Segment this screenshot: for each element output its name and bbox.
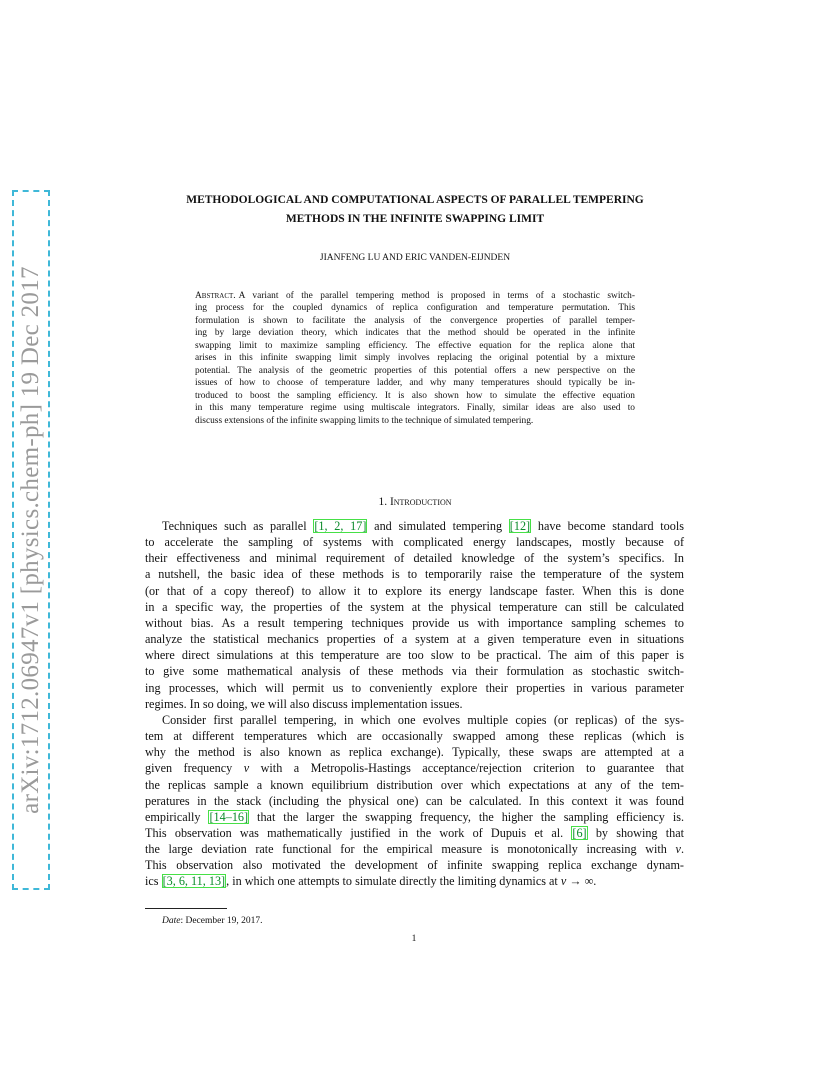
footnote	[162, 916, 263, 926]
body-line	[145, 615, 684, 631]
section-number: 1.	[378, 496, 388, 508]
body-text-run: This observation was mathematically justified in the work of Dupuis et al.	[145, 825, 572, 840]
body-line	[145, 728, 684, 744]
page-number: 1	[411, 934, 417, 944]
body-text-run: tem at different temperatures which are occasionally swapped among these replicas (which is	[145, 729, 684, 744]
abstract-line-text: discuss extensions of the infinite swapping limits to the technique of simulated tempering.	[195, 415, 534, 426]
body-text-run: why the method is also known as replica exchange). Typically, these swaps are attempted at a	[145, 745, 684, 760]
body-line	[145, 760, 684, 776]
authors: JIANFENG LU AND ERIC VANDEN-EIJNDEN	[319, 253, 511, 263]
body-text-run: and simulated tempering	[367, 519, 509, 533]
body-text-run: in a specific way, the properties of the system at the physical temperature can still be calculated	[145, 599, 684, 614]
abstract-line-text: in this many temperature regime using multiscale integrators. Finally, similar ideas are also used to	[195, 403, 635, 414]
paper-title	[140, 191, 690, 229]
abstract-line-text: ing process for the coupled dynamics of replica configuration and temperature permutation. This	[195, 303, 635, 314]
abstract-line-text: swapping limit to maximize sampling efficiency. The effective equation for the replica alone that	[195, 340, 635, 351]
citation-link[interactable]: [14–16]	[209, 809, 249, 824]
body-text-run: empirically	[145, 809, 209, 824]
footnote-rule	[145, 908, 227, 909]
math-symbol: ν	[675, 842, 681, 857]
body-text-run: to give some mathematical analysis of these methods via their formulation as stochastic switch-	[145, 664, 684, 679]
body-line	[145, 744, 684, 760]
abstract-line	[195, 415, 635, 427]
math-symbol: ν	[560, 874, 567, 889]
footnote-label: Date	[162, 916, 181, 926]
body-line	[145, 583, 684, 599]
body-text-run: without bias. As a result tempering techniques provide us with importance sampling schemes to	[145, 615, 684, 630]
body-line	[145, 599, 684, 615]
body-text-run: Techniques such as parallel	[162, 519, 314, 533]
abstract-line-text: arises in this infinite swapping limit simply involves replacing the original potential by a mixture	[195, 353, 635, 364]
body-text-run: have become standard tools	[531, 519, 684, 533]
body-text-run: with a Metropolis-Hastings acceptance/rejection criterion to guarantee that	[249, 761, 684, 776]
body-line	[145, 696, 684, 712]
math-symbol: ν	[243, 761, 250, 776]
abstract-line-text: ing by large deviation theory, which indicates that the method should be operated in the infinite	[195, 328, 635, 339]
body-line	[145, 534, 684, 550]
body-line	[145, 550, 684, 566]
abstract-line-text: issues of how to choose of temperature ladder, and why many temperatures should typically be in-	[195, 378, 635, 389]
body-text-run: .	[680, 842, 684, 857]
citation-link[interactable]: [3, 6, 11, 13]	[162, 874, 226, 889]
body-line	[145, 680, 684, 696]
abstract-line-text: potential. The analysis of the geometric properties of this potential offers a new perspective on the	[195, 365, 635, 376]
body-line	[145, 712, 684, 728]
body-text-run: regimes. In so doing, we will also discuss implementation issues.	[145, 696, 463, 711]
body-text-run: given frequency	[145, 761, 244, 776]
body-text-run: their effectiveness and minimal requirement of detailed knowledge of the system’s specifics. In	[145, 551, 684, 566]
paper-title-line-2: METHODS IN THE INFINITE SWAPPING LIMIT	[285, 213, 545, 225]
body-line	[145, 647, 684, 663]
body-line	[145, 793, 684, 809]
body-line	[145, 777, 684, 793]
abstract-line	[195, 315, 635, 327]
abstract-line	[195, 402, 635, 414]
citation-link[interactable]: [1, 2, 17]	[314, 519, 367, 533]
abstract-line-text: troduced to boost the sampling efficiency. It is also shown how to simulate the effective equation	[195, 390, 635, 401]
body-text-run: analyze the statistical mechanics properties of a system at a given temperature even in situations	[145, 632, 684, 647]
abstract-line	[195, 327, 635, 339]
body-text-run: ing processes, which will permit us to conveniently explore their properties in various parameter	[145, 680, 684, 695]
body-line	[145, 518, 684, 534]
body-text-run: Consider first parallel tempering, in which one evolves multiple copies (or replicas) of the sys-	[162, 712, 684, 727]
paper-title-line-1: METHODOLOGICAL AND COMPUTATIONAL ASPECTS OF PARALLEL TEMPERING	[186, 194, 644, 206]
body-text-run: the large deviation rate functional for the empirical measure is monotonically increasing with	[145, 842, 676, 857]
body-text-run: by showing that	[587, 825, 684, 840]
abstract-line	[195, 352, 635, 364]
body-line	[145, 663, 684, 679]
body-text-run: where direct simulations at this temperature are too slow to be practical. The aim of this paper is	[145, 648, 684, 663]
body-text-run: ics	[145, 874, 162, 889]
body-text-run: (or that of a copy thereof) to allow it to explore its energy landscape faster. When this is done	[145, 583, 684, 598]
arxiv-stamp	[12, 190, 50, 890]
abstract	[195, 290, 635, 427]
abstract-line-text: A variant of the parallel tempering method is proposed in terms of a stochastic switch-	[238, 291, 635, 301]
body-text-run: the replicas sample a known equilibrium distribution over which expectations at any of the tem-	[145, 777, 684, 792]
body-text-run: → ∞.	[566, 874, 597, 889]
abstract-line	[195, 340, 635, 352]
section-title: Introduction	[389, 496, 452, 508]
abstract-line	[195, 365, 635, 377]
body-line	[145, 631, 684, 647]
body-text-run: peratures in the stack (including the physical one) can be calculated. In this context it was found	[145, 793, 684, 808]
section-heading	[140, 496, 690, 508]
abstract-line	[195, 377, 635, 389]
citation-link[interactable]: [6]	[572, 825, 587, 840]
body-line	[145, 841, 684, 857]
body-line	[145, 809, 684, 825]
abstract-heading: Abstract.	[195, 291, 236, 301]
abstract-line-text: formulation is shown to facilitate the analysis of the convergence properties of parallel temper-	[195, 315, 635, 326]
abstract-line	[195, 390, 635, 402]
body-text-run: a nutshell, the basic idea of these methods is to temporarily raise the temperature of the system	[145, 567, 684, 582]
body-text	[145, 518, 684, 890]
abstract-line	[195, 302, 635, 314]
footnote-text: : December 19, 2017.	[180, 916, 263, 926]
body-line	[145, 566, 684, 582]
body-text-run: , in which one attempts to simulate directly the limiting dynamics at	[226, 874, 561, 889]
body-text-run: that the larger the swapping frequency, the higher the sampling efficiency is.	[249, 809, 684, 824]
body-line	[145, 873, 684, 889]
body-text-run: to accelerate the sampling of systems with complicated energy landscapes, mostly because of	[145, 535, 684, 550]
body-line	[145, 825, 684, 841]
citation-link[interactable]: [12]	[509, 519, 531, 533]
body-line	[145, 857, 684, 873]
body-text-run: This observation also motivated the development of infinite swapping replica exchange dynam-	[145, 858, 684, 873]
abstract-line	[195, 290, 635, 302]
arxiv-stamp-text: arXiv:1712.06947v1 [physics.chem-ph] 19 Dec 2017	[17, 266, 44, 814]
